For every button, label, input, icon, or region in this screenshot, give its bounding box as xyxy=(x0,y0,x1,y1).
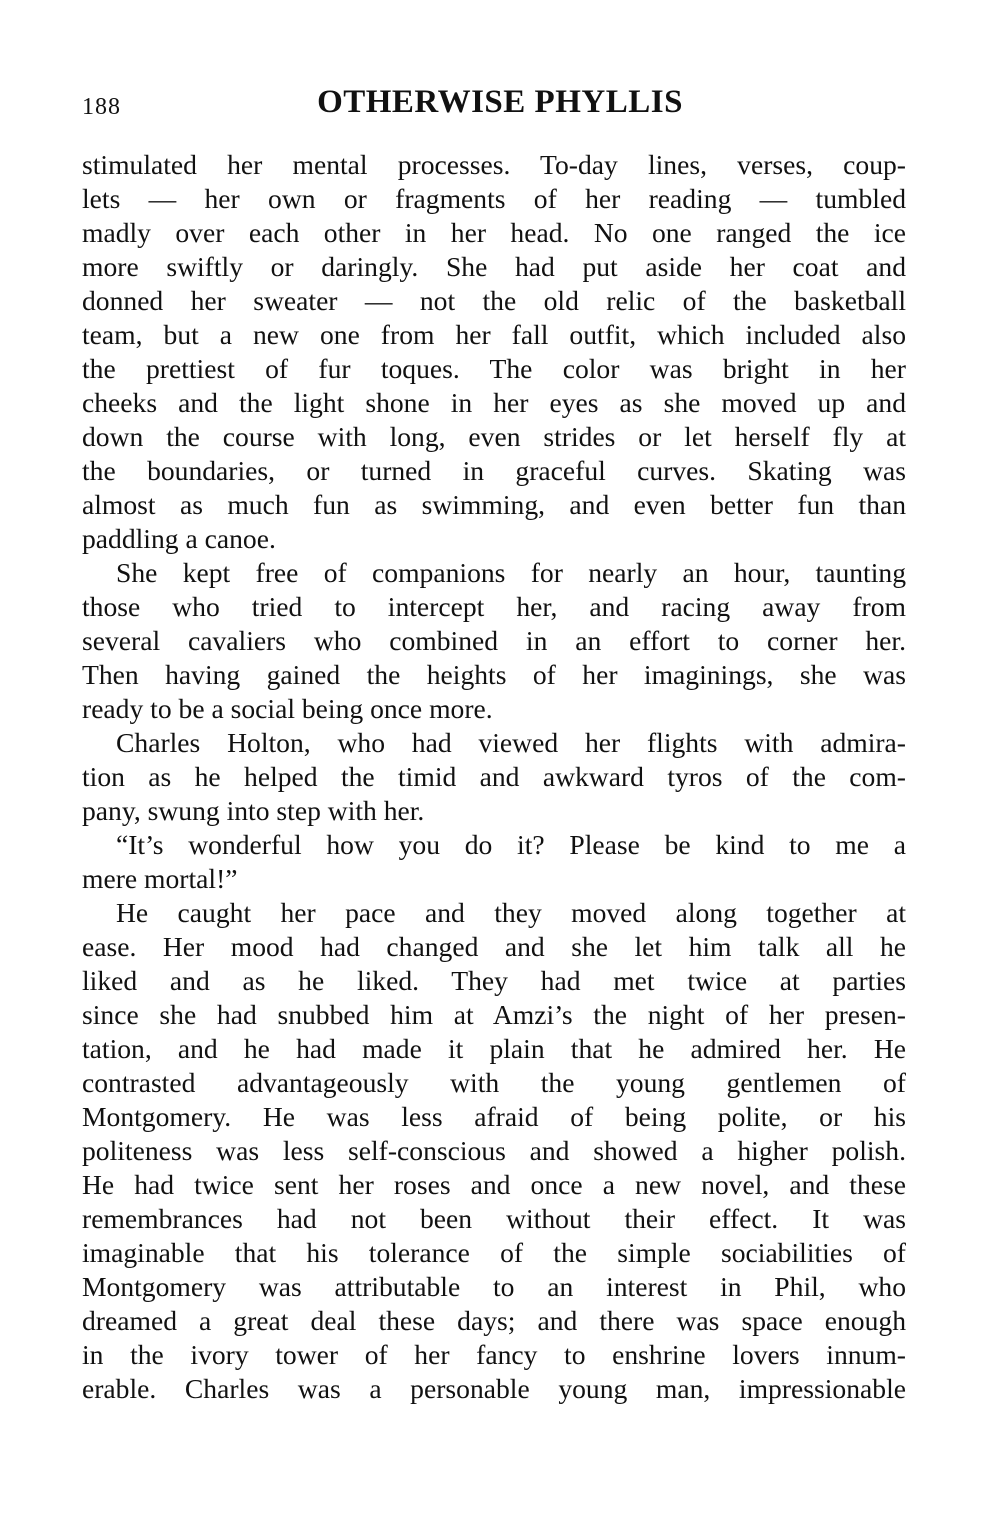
text-line: more swiftly or daringly. She had put aside her coat and xyxy=(82,251,906,282)
text-line: She kept free of companions for nearly an hour, taunting xyxy=(116,557,906,588)
text-line: the boundaries, or turned in graceful curves. Skating was xyxy=(82,455,906,486)
text-line: several cavaliers who combined in an effort to corner her. xyxy=(82,625,906,656)
text-line: ready to be a social being once more. xyxy=(82,693,493,724)
text-line: Montgomery. He was less afraid of being polite, or his xyxy=(82,1101,906,1132)
text-line: imaginable that his tolerance of the simple sociabilities of xyxy=(82,1237,906,1268)
text-line: in the ivory tower of her fancy to enshrine lovers innum- xyxy=(82,1339,906,1370)
text-line: politeness was less self-conscious and showed a higher polish. xyxy=(82,1135,906,1166)
text-line: Then having gained the heights of her imaginings, she was xyxy=(82,659,906,690)
text-line: donned her sweater — not the old relic of the basketball xyxy=(82,285,906,316)
text-line: down the course with long, even strides or let herself fly at xyxy=(82,421,906,452)
text-line: Montgomery was attributable to an interest in Phil, who xyxy=(82,1271,906,1302)
text-line: liked and as he liked. They had met twice at parties xyxy=(82,965,906,996)
text-line: ease. Her mood had changed and she let him talk all he xyxy=(82,931,906,962)
text-line: tation, and he had made it plain that he admired her. He xyxy=(82,1033,906,1064)
text-line: dreamed a great deal these days; and there was space enough xyxy=(82,1305,906,1336)
text-line: erable. Charles was a personable young man, impressionable xyxy=(82,1373,906,1404)
text-line: paddling a canoe. xyxy=(82,523,276,554)
text-line: since she had snubbed him at Amzi’s the night of her presen- xyxy=(82,999,906,1030)
text-line: the prettiest of fur toques. The color was bright in her xyxy=(82,353,906,384)
text-line: “It’s wonderful how you do it? Please be kind to me a xyxy=(116,829,906,860)
page-header xyxy=(82,84,906,132)
text-line: He caught her pace and they moved along together at xyxy=(116,897,906,928)
page-number: 188 xyxy=(82,94,121,120)
text-line: those who tried to intercept her, and racing away from xyxy=(82,591,906,622)
text-line: almost as much fun as swimming, and even better fun than xyxy=(82,489,906,520)
text-line: cheeks and the light shone in her eyes as she moved up and xyxy=(82,387,906,418)
text-line: team, but a new one from her fall outfit, which included also xyxy=(82,319,906,350)
text-line: Charles Holton, who had viewed her flights with admira- xyxy=(116,727,906,758)
text-line: remembrances had not been without their effect. It was xyxy=(82,1203,906,1234)
body-text xyxy=(82,148,906,1406)
text-line: tion as he helped the timid and awkward tyros of the com- xyxy=(82,761,906,792)
text-line: madly over each other in her head. No one ranged the ice xyxy=(82,217,906,248)
text-line: contrasted advantageously with the young gentlemen of xyxy=(82,1067,906,1098)
text-line: mere mortal!” xyxy=(82,863,238,894)
text-line: stimulated her mental processes. To-day lines, verses, coup- xyxy=(82,149,906,180)
text-line: pany, swung into step with her. xyxy=(82,795,425,826)
running-title: OTHERWISE PHYLLIS xyxy=(317,84,683,120)
text-line: lets — her own or fragments of her reading — tumbled xyxy=(82,183,906,214)
text-line: He had twice sent her roses and once a new novel, and these xyxy=(82,1169,906,1200)
